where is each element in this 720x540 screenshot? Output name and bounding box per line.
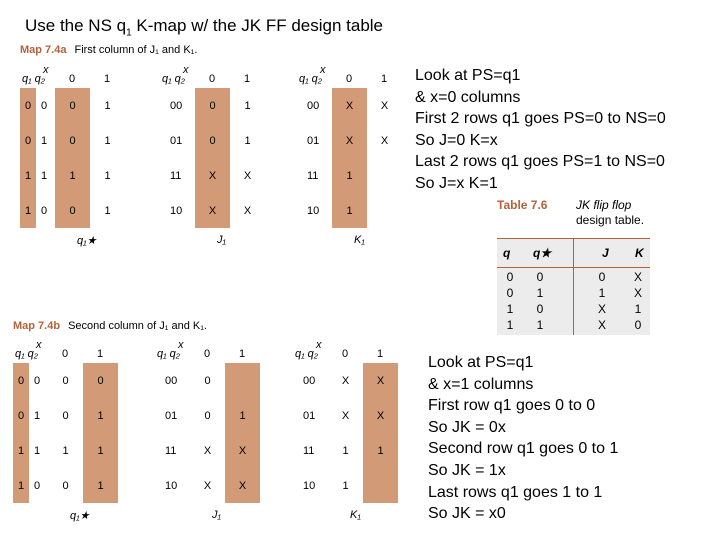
jk-table-cell: X xyxy=(597,302,606,316)
map-b-1-map-name: J₁ xyxy=(212,509,221,521)
map-a-1-cell: X xyxy=(243,205,252,217)
jk-table-cell: X xyxy=(633,270,642,284)
map-a-2-q1q2-label: q₁ q₂ xyxy=(299,73,322,85)
map-b-1-cell: X xyxy=(203,445,212,457)
map-b-0-row-label: 0 xyxy=(18,410,25,422)
map-b-1-row-label: 01 xyxy=(165,410,178,422)
map-b-0-row-label: 0 xyxy=(34,480,41,492)
map-b-tag: Map 7.4b xyxy=(13,320,61,332)
map-b-1-cell: X xyxy=(203,480,212,492)
map-b-0-cell: 1 xyxy=(97,410,104,422)
notes-bottom-line: Last rows q1 goes 1 to 1 xyxy=(428,483,603,501)
map-a-0-col0-label: 0 xyxy=(69,73,76,85)
notes-top-line: Last 2 rows q1 goes PS=1 to NS=0 xyxy=(415,153,665,171)
jk-header-qstar: q★ xyxy=(533,246,552,260)
notes-bottom-line: So JK = 0x xyxy=(428,418,506,436)
jk-table-caption xyxy=(497,198,555,212)
map-a-0-cell: 1 xyxy=(104,170,111,182)
jk-table-cell: X xyxy=(597,318,606,332)
map-a-2-row-label: 00 xyxy=(307,100,320,112)
map-b-text: Second column of J₁ and K₁. xyxy=(68,320,207,332)
title-post: K-map w/ the JK FF design table xyxy=(131,16,384,35)
map-a-0-row-label: 1 xyxy=(25,170,32,182)
map-a-0-row-label: 1 xyxy=(41,170,48,182)
map-a-0-row-label: 0 xyxy=(25,100,32,112)
map-a-2-cell: X xyxy=(380,135,389,147)
jk-table-cell: 1 xyxy=(634,302,642,316)
jk-table-cell: 0 xyxy=(634,318,642,332)
jk-caption-line2: design table. xyxy=(576,213,645,227)
jk-table-cell: 1 xyxy=(598,286,606,300)
map-b-1-cell: X xyxy=(238,445,247,457)
map-a-2-cell: 1 xyxy=(346,170,353,182)
map-a-0-row-label: 0 xyxy=(41,205,48,217)
map-b-1-col0-label: 0 xyxy=(204,348,211,360)
notes-top xyxy=(415,65,666,195)
map-a-0-cell: 1 xyxy=(104,135,111,147)
map-a-2-x-label: x xyxy=(320,64,326,76)
map-b-1-kmap xyxy=(155,339,270,521)
map-a-1-map-name: J₁ xyxy=(217,234,226,246)
map-a-0-row-label: 0 xyxy=(25,135,32,147)
map-b-2-cell: X xyxy=(341,375,350,387)
map-a-0-cell: 1 xyxy=(104,205,111,217)
map-b-0-cell: 1 xyxy=(97,445,104,457)
map-a-caption xyxy=(20,44,197,56)
map-b-2-x-label: x xyxy=(316,339,322,351)
notes-top-line: First 2 rows q1 goes PS=0 to NS=0 xyxy=(415,110,666,128)
title-pre: Use the NS q xyxy=(25,16,127,35)
map-a-0-row-label: 1 xyxy=(41,135,48,147)
map-b-0-row-label: 1 xyxy=(34,445,41,457)
map-b-2-cell: X xyxy=(376,375,385,387)
map-a-1-row-label: 11 xyxy=(170,170,182,182)
jk-table-cell: 0 xyxy=(536,302,544,316)
map-a-0-map-name: q₁★ xyxy=(77,235,97,247)
map-a-text: First column of J₁ and K₁. xyxy=(74,44,198,56)
jk-table-cell: 1 xyxy=(536,286,544,300)
jk-table-divider xyxy=(573,238,574,335)
map-a-1-cell: X xyxy=(208,205,217,217)
map-b-0-row-label: 1 xyxy=(18,480,25,492)
map-a-0-col1-label: 1 xyxy=(104,73,111,85)
map-b-2-cell: 1 xyxy=(342,480,349,492)
jk-table-cell: 0 xyxy=(506,286,514,300)
map-b-2-map-name: K₁ xyxy=(350,509,361,521)
jk-table-cell: 0 xyxy=(598,270,606,284)
map-a-1-col0-label: 0 xyxy=(209,73,216,85)
map-a-1-cell: 0 xyxy=(209,100,216,112)
map-b-caption xyxy=(13,320,207,332)
jk-table-cell: 0 xyxy=(536,270,544,284)
jk-caption-line1: JK flip flop xyxy=(576,198,632,212)
map-b-0-q1q2-label: q₁ q₂ xyxy=(15,348,38,360)
map-b-1-cell: 1 xyxy=(239,410,246,422)
map-b-1-col1-label: 1 xyxy=(239,348,246,360)
map-a-1-cell: 1 xyxy=(244,135,251,147)
map-a-2-cell: X xyxy=(345,100,354,112)
map-a-1-x-label: x xyxy=(183,64,189,76)
notes-top-line: So J=0 K=x xyxy=(415,131,498,149)
map-a-1-row-label: 00 xyxy=(170,100,183,112)
map-b-1-row-label: 00 xyxy=(165,375,178,387)
map-b-1-row-label: 10 xyxy=(165,480,178,492)
map-a-0-cell: 1 xyxy=(69,170,76,182)
map-b-2-cell: X xyxy=(376,410,385,422)
jk-header-j: J xyxy=(602,246,609,260)
map-b-2-cell: X xyxy=(341,410,350,422)
jk-table-caption-text xyxy=(576,198,644,228)
map-b-2-row-label: 00 xyxy=(303,375,316,387)
map-b-0-cell: 0 xyxy=(62,480,69,492)
jk-design-table xyxy=(497,238,650,335)
map-a-2-row-label: 11 xyxy=(307,170,319,182)
notes-bottom xyxy=(428,352,618,525)
map-a-1-cell: 1 xyxy=(244,100,251,112)
map-a-0-cell: 0 xyxy=(69,100,76,112)
map-a-1-row-label: 10 xyxy=(170,205,183,217)
map-a-2-cell: X xyxy=(380,100,389,112)
map-a-1-cell: X xyxy=(208,170,217,182)
map-a-2-row-label: 01 xyxy=(307,135,320,147)
map-b-1-cell: 0 xyxy=(204,375,211,387)
map-b-0-map-name: q₁★ xyxy=(70,510,90,522)
map-b-0-cell: 0 xyxy=(97,375,104,387)
map-a-0-x-label: x xyxy=(43,64,49,76)
map-b-0-col0-label: 0 xyxy=(62,348,69,360)
notes-top-line: & x=0 columns xyxy=(415,88,521,106)
map-b-0-kmap xyxy=(13,339,128,522)
map-b-2-cell: 1 xyxy=(342,445,349,457)
notes-bottom-line: Look at PS=q1 xyxy=(428,354,534,371)
map-b-0-cell: 0 xyxy=(62,375,69,387)
map-b-2-row-label: 01 xyxy=(303,410,316,422)
map-a-2-row-label: 10 xyxy=(307,205,320,217)
title-sub: 1 xyxy=(126,27,132,39)
map-a-2-cell: 1 xyxy=(346,205,353,217)
map-a-2-kmap xyxy=(297,64,412,246)
notes-bottom-line: So JK = x0 xyxy=(428,505,506,523)
notes-bottom-line: & x=1 columns xyxy=(428,375,534,393)
notes-bottom-line: Second row q1 goes 0 to 1 xyxy=(428,440,619,458)
map-b-2-kmap xyxy=(293,339,408,521)
jk-table-cell: X xyxy=(633,286,642,300)
notes-bottom-line: First row q1 goes 0 to 0 xyxy=(428,397,596,415)
map-a-0-row-label: 0 xyxy=(41,100,48,112)
map-b-0-cell: 1 xyxy=(62,445,69,457)
map-b-1-q1q2-label: q₁ q₂ xyxy=(157,348,180,360)
map-a-1-cell: 0 xyxy=(209,135,216,147)
map-b-1-x-label: x xyxy=(178,339,184,351)
map-a-0-row-label: 1 xyxy=(25,205,32,217)
map-b-2-col1-label: 1 xyxy=(377,348,384,360)
map-a-0-kmap xyxy=(20,64,135,247)
map-a-1-col1-label: 1 xyxy=(244,73,251,85)
map-a-2-col1-label: 1 xyxy=(381,73,388,85)
map-a-1-cell: X xyxy=(243,170,252,182)
slide-title xyxy=(25,16,383,38)
map-b-0-row-label: 0 xyxy=(34,375,41,387)
jk-table-cell: 1 xyxy=(506,302,514,316)
map-b-1-cell: 0 xyxy=(204,410,211,422)
map-b-0-col1-label: 1 xyxy=(97,348,104,360)
map-a-2-col0-label: 0 xyxy=(346,73,353,85)
map-a-tag: Map 7.4a xyxy=(20,44,67,56)
map-b-0-cell: 1 xyxy=(97,480,104,492)
map-b-1-row-label: 11 xyxy=(165,445,177,457)
jk-table-cell: 0 xyxy=(506,270,514,284)
map-a-1-row-label: 01 xyxy=(170,135,183,147)
map-b-2-row-label: 10 xyxy=(303,480,316,492)
map-b-0-row-label: 0 xyxy=(18,375,25,387)
jk-header-q: q xyxy=(503,246,511,260)
map-a-2-cell: X xyxy=(345,135,354,147)
map-b-2-q1q2-label: q₁ q₂ xyxy=(295,348,318,360)
map-a-1-q1q2-label: q₁ q₂ xyxy=(162,73,185,85)
map-b-0-x-label: x xyxy=(36,339,42,351)
map-a-0-q1q2-label: q₁ q₂ xyxy=(22,73,45,85)
jk-table-cell: 1 xyxy=(536,318,544,332)
map-a-1-kmap xyxy=(160,64,275,246)
jk-header-k: K xyxy=(635,246,644,260)
notes-top-line: So J=x K=1 xyxy=(415,174,498,192)
map-a-0-cell: 0 xyxy=(69,205,76,217)
map-b-2-cell: 1 xyxy=(377,445,384,457)
map-b-2-row-label: 11 xyxy=(303,445,315,457)
map-b-0-row-label: 1 xyxy=(34,410,41,422)
map-b-2-col0-label: 0 xyxy=(342,348,349,360)
notes-top-line: Look at PS=q1 xyxy=(415,67,521,84)
map-b-0-row-label: 1 xyxy=(18,445,25,457)
jk-table-cell: 1 xyxy=(506,318,514,332)
notes-bottom-line: So JK = 1x xyxy=(428,461,506,479)
map-a-0-cell: 1 xyxy=(104,100,111,112)
jk-table-tag: Table 7.6 xyxy=(497,198,548,212)
map-a-2-map-name: K₁ xyxy=(354,234,365,246)
map-a-0-cell: 0 xyxy=(69,135,76,147)
map-b-0-cell: 0 xyxy=(62,410,69,422)
map-b-1-cell: X xyxy=(238,480,247,492)
